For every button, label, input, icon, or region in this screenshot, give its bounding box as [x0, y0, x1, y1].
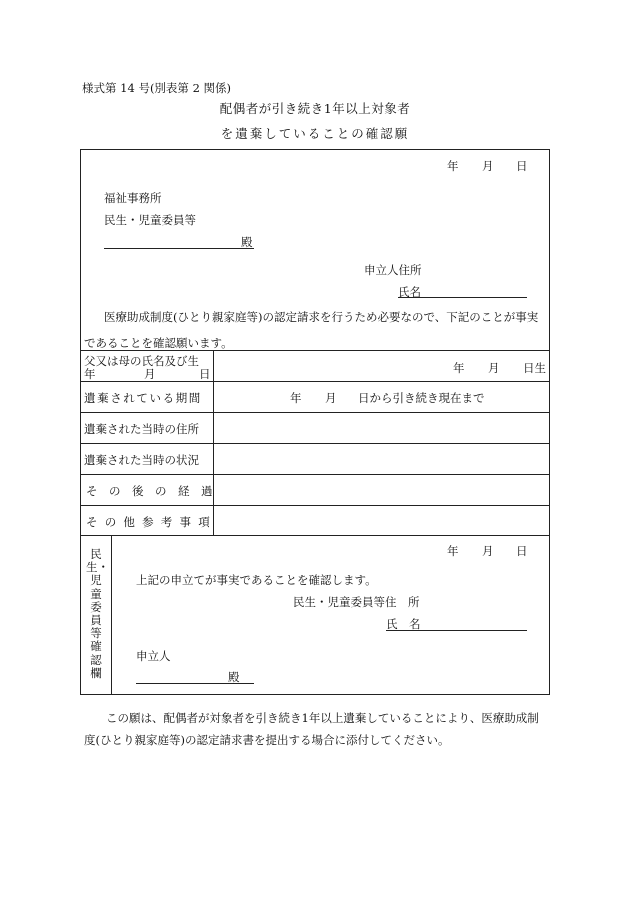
- applicant-name-underline: [398, 297, 527, 298]
- addressee-honorific: 殿: [241, 235, 253, 249]
- addressee-underline: [104, 248, 254, 249]
- row-divider-6: [80, 505, 550, 506]
- confirm-month: 月: [482, 544, 494, 558]
- confirm-statement: 上記の申立てが事実であることを確認します。: [136, 573, 377, 587]
- row-divider-3: [80, 412, 550, 413]
- progress-field[interactable]: [216, 477, 548, 503]
- parent-birth-month-label: 月: [144, 367, 156, 381]
- form-number: 様式第 14 号(別表第 2 関係): [82, 81, 232, 95]
- applicant-name-label: 氏名: [398, 285, 421, 299]
- committee-name-label: 氏 名: [386, 617, 421, 631]
- abandon-period-month[interactable]: 月: [325, 391, 337, 405]
- other-field[interactable]: [216, 508, 548, 534]
- header-month: 月: [482, 159, 494, 173]
- confirm-applicant-label: 申立人: [136, 649, 171, 663]
- abandon-address-label: 遺棄された当時の住所: [84, 422, 199, 436]
- header-day: 日: [516, 159, 528, 173]
- parent-birth-year-label: 年: [84, 367, 96, 381]
- abandon-period-rest: 日から引き続き現在まで: [358, 391, 485, 405]
- document-title-line1: 配偶者が引き続き1年以上対象者: [219, 101, 411, 116]
- confirm-applicant-honorific: 殿: [228, 670, 240, 684]
- addressee-committee: 民生・児童委員等: [104, 213, 196, 227]
- confirmation-side-label: 民生・児童委員等確認欄: [86, 547, 109, 680]
- other-label: その他参考事項: [86, 515, 217, 529]
- committee-name-underline: [386, 630, 527, 631]
- row-divider-7: [80, 535, 550, 536]
- progress-label: その後の経過: [86, 484, 224, 498]
- applicant-address-label: 申立人住所: [364, 263, 422, 277]
- confirmation-column-divider: [111, 535, 112, 695]
- abandon-situation-label: 遺棄された当時の状況: [84, 453, 199, 467]
- committee-address-label: 民生・児童委員等住 所: [293, 595, 420, 609]
- parent-birth-day-label: 日: [199, 367, 211, 381]
- row-divider-1: [80, 350, 550, 351]
- row-divider-5: [80, 474, 550, 475]
- document-title-line2: を遺棄していることの確認願: [220, 126, 410, 141]
- request-paragraph: 医療助成制度(ひとり親家庭等)の認定請求を行うため必要なので、下記のことが事実であることを確認願います。: [84, 310, 539, 350]
- abandon-address-field[interactable]: [216, 415, 548, 441]
- abandon-period-label: 遺棄されている期間: [84, 391, 202, 405]
- abandon-period-year[interactable]: 年: [290, 391, 302, 405]
- birth-month-field[interactable]: 月: [488, 361, 500, 375]
- parent-name-label: 父又は母の氏名及び生: [84, 354, 199, 368]
- footer-note: この願は、配偶者が対象者を引き続き1年以上遺棄していることにより、医療助成制度(ひとり親家庭等)の認定請求書を提出する場合に添付してください。: [84, 711, 539, 747]
- birth-year-field[interactable]: 年: [453, 361, 465, 375]
- row-divider-4: [80, 443, 550, 444]
- abandon-situation-field[interactable]: [216, 446, 548, 472]
- column-divider: [213, 350, 214, 535]
- confirm-year: 年: [447, 544, 459, 558]
- header-year: 年: [447, 159, 459, 173]
- birth-day-field[interactable]: 日生: [523, 361, 546, 375]
- addressee-welfare-office: 福祉事務所: [104, 191, 162, 205]
- confirm-day: 日: [516, 544, 528, 558]
